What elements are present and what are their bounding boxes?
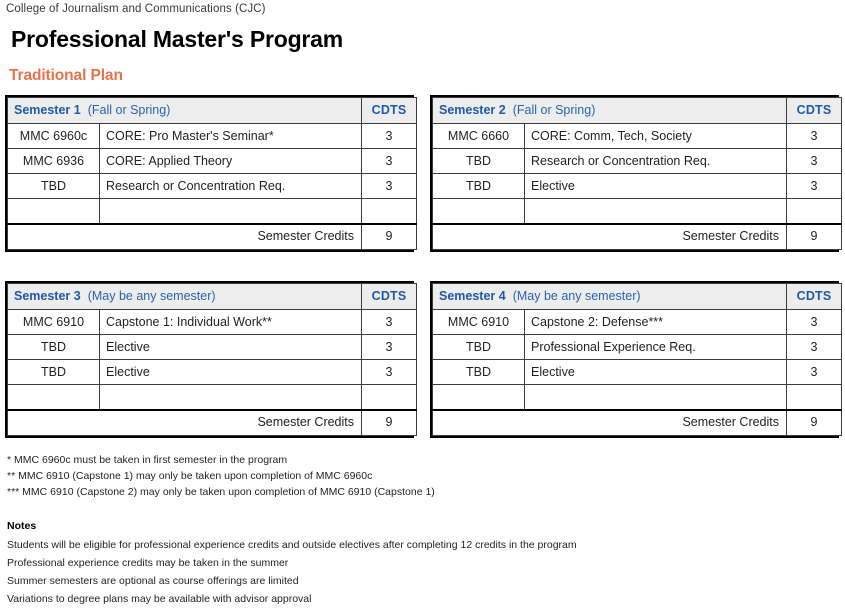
course-code bbox=[8, 385, 100, 410]
course-title: Elective bbox=[100, 335, 362, 360]
course-code bbox=[8, 199, 100, 224]
table-row-empty bbox=[433, 199, 842, 224]
course-code: TBD bbox=[8, 174, 100, 199]
table-row bbox=[433, 335, 842, 360]
semester-total-row bbox=[8, 224, 417, 250]
semester-total-label: Semester Credits bbox=[433, 224, 787, 250]
semester-header-cell bbox=[433, 284, 787, 310]
semester-total-value: 9 bbox=[362, 410, 417, 436]
table-row-empty bbox=[8, 385, 417, 410]
semester-when: (Fall or Spring) bbox=[87, 103, 171, 117]
semester-total-row bbox=[8, 410, 417, 436]
course-code: MMC 6910 bbox=[433, 310, 525, 335]
course-title: Capstone 2: Defense*** bbox=[525, 310, 787, 335]
table-row bbox=[433, 310, 842, 335]
credits-column-header: CDTS bbox=[787, 98, 842, 124]
course-code: TBD bbox=[433, 335, 525, 360]
course-title: Elective bbox=[525, 174, 787, 199]
course-code bbox=[433, 385, 525, 410]
table-header-row bbox=[8, 284, 417, 310]
course-title: Capstone 1: Individual Work** bbox=[100, 310, 362, 335]
course-code: TBD bbox=[433, 174, 525, 199]
notes-heading: Notes bbox=[7, 520, 37, 532]
course-credits: 3 bbox=[362, 335, 417, 360]
table-row bbox=[433, 149, 842, 174]
course-credits: 3 bbox=[787, 174, 842, 199]
note-item: Students will be eligible for professional experience credits and outside electives after completing 12 credits in the program bbox=[7, 539, 577, 551]
course-title: Research or Concentration Req. bbox=[525, 149, 787, 174]
course-credits: 3 bbox=[362, 360, 417, 385]
course-title bbox=[525, 199, 787, 224]
table-header-row bbox=[433, 284, 842, 310]
table-row-empty bbox=[8, 199, 417, 224]
page-title: Professional Master's Program bbox=[11, 26, 344, 52]
semester-total-row bbox=[433, 224, 842, 250]
footnote-item: * MMC 6960c must be taken in first semester in the program bbox=[7, 454, 288, 466]
course-title: Professional Experience Req. bbox=[525, 335, 787, 360]
semester-header-cell bbox=[8, 284, 362, 310]
semester-when: (Fall or Spring) bbox=[512, 103, 596, 117]
note-item: Summer semesters are optional as course offerings are limited bbox=[7, 575, 299, 587]
semester-when: (May be any semester) bbox=[512, 289, 641, 303]
semester-name: Semester 2 bbox=[439, 103, 506, 117]
course-credits: 3 bbox=[362, 310, 417, 335]
course-credits bbox=[362, 199, 417, 224]
semester-header-cell bbox=[433, 98, 787, 124]
semester-table-3 bbox=[5, 281, 414, 438]
course-title: CORE: Pro Master's Seminar* bbox=[100, 124, 362, 149]
course-credits bbox=[787, 199, 842, 224]
credits-column-header: CDTS bbox=[362, 284, 417, 310]
credits-column-header: CDTS bbox=[787, 284, 842, 310]
footnote-item: ** MMC 6910 (Capstone 1) may only be taken upon completion of MMC 6960c bbox=[7, 470, 373, 482]
table-header-row bbox=[8, 98, 417, 124]
course-credits bbox=[787, 385, 842, 410]
course-title bbox=[100, 199, 362, 224]
course-credits: 3 bbox=[362, 124, 417, 149]
course-code: TBD bbox=[433, 360, 525, 385]
course-title: CORE: Applied Theory bbox=[100, 149, 362, 174]
course-code: TBD bbox=[8, 335, 100, 360]
table-row bbox=[8, 149, 417, 174]
course-code: MMC 6660 bbox=[433, 124, 525, 149]
semester-name: Semester 4 bbox=[439, 289, 506, 303]
course-title: Elective bbox=[100, 360, 362, 385]
table-row-empty bbox=[433, 385, 842, 410]
table-header-row bbox=[433, 98, 842, 124]
course-credits: 3 bbox=[787, 360, 842, 385]
semester-name: Semester 3 bbox=[14, 289, 81, 303]
course-credits: 3 bbox=[787, 149, 842, 174]
course-code: MMC 6910 bbox=[8, 310, 100, 335]
course-credits: 3 bbox=[362, 174, 417, 199]
course-code: TBD bbox=[433, 149, 525, 174]
semester-name: Semester 1 bbox=[14, 103, 81, 117]
course-title: CORE: Comm, Tech, Society bbox=[525, 124, 787, 149]
semester-total-label: Semester Credits bbox=[8, 224, 362, 250]
table-row bbox=[433, 174, 842, 199]
course-credits: 3 bbox=[787, 124, 842, 149]
semester-when: (May be any semester) bbox=[87, 289, 216, 303]
semester-total-value: 9 bbox=[787, 410, 842, 436]
semester-table-4 bbox=[430, 281, 839, 438]
organization-line: College of Journalism and Communications (CJC) bbox=[6, 3, 266, 15]
semester-total-row bbox=[433, 410, 842, 436]
table-row bbox=[8, 360, 417, 385]
course-title bbox=[100, 385, 362, 410]
credits-column-header: CDTS bbox=[362, 98, 417, 124]
table-row bbox=[8, 124, 417, 149]
semester-total-label: Semester Credits bbox=[8, 410, 362, 436]
table-row bbox=[8, 174, 417, 199]
semester-total-value: 9 bbox=[787, 224, 842, 250]
plan-subtitle: Traditional Plan bbox=[9, 67, 123, 84]
note-item: Variations to degree plans may be available with advisor approval bbox=[7, 593, 312, 605]
course-credits: 3 bbox=[787, 335, 842, 360]
table-row bbox=[8, 310, 417, 335]
note-item: Professional experience credits may be taken in the summer bbox=[7, 557, 289, 569]
semester-header-cell bbox=[8, 98, 362, 124]
course-credits: 3 bbox=[787, 310, 842, 335]
course-title: Elective bbox=[525, 360, 787, 385]
notes-section bbox=[7, 518, 767, 608]
course-code bbox=[433, 199, 525, 224]
table-row bbox=[433, 360, 842, 385]
footnote-item: *** MMC 6910 (Capstone 2) may only be taken upon completion of MMC 6910 (Capstone 1) bbox=[7, 486, 435, 498]
course-title: Research or Concentration Req. bbox=[100, 174, 362, 199]
course-code: TBD bbox=[8, 360, 100, 385]
course-code: MMC 6960c bbox=[8, 124, 100, 149]
table-row bbox=[433, 124, 842, 149]
course-title bbox=[525, 385, 787, 410]
course-code: MMC 6936 bbox=[8, 149, 100, 174]
course-credits bbox=[362, 385, 417, 410]
footnotes-section bbox=[7, 452, 707, 500]
semester-table-1 bbox=[5, 95, 414, 252]
semester-table-2 bbox=[430, 95, 839, 252]
table-row bbox=[8, 335, 417, 360]
course-credits: 3 bbox=[362, 149, 417, 174]
semester-total-value: 9 bbox=[362, 224, 417, 250]
semester-total-label: Semester Credits bbox=[433, 410, 787, 436]
